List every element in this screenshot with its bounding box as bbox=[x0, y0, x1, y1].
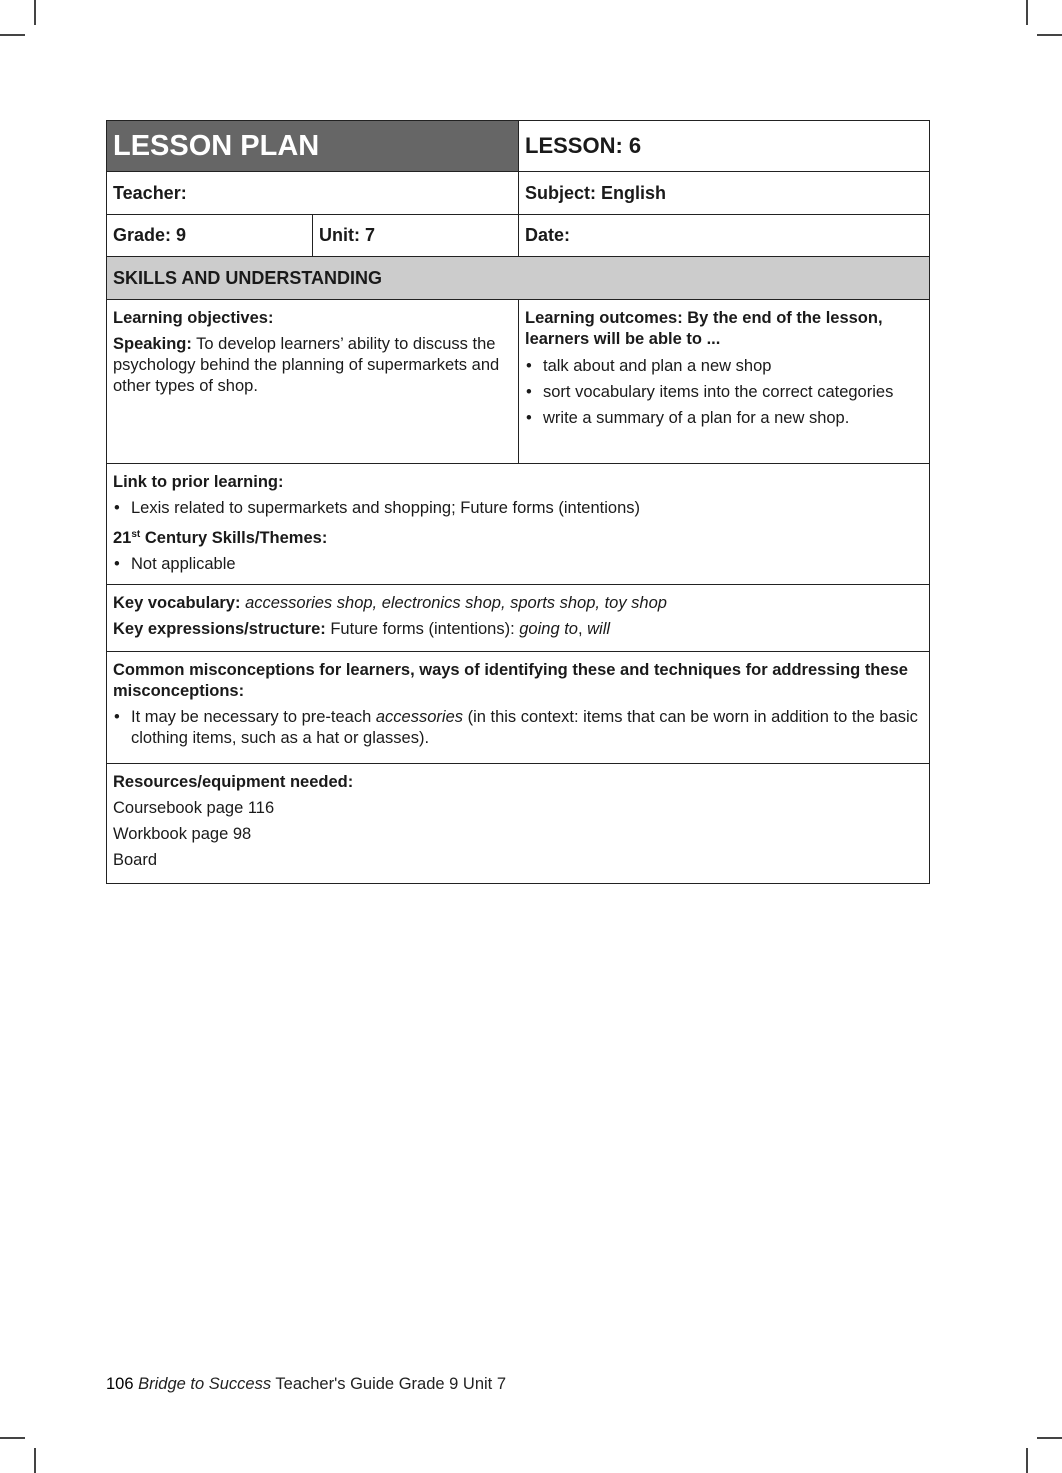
list-item bbox=[113, 707, 923, 749]
crop-mark bbox=[1026, 0, 1028, 25]
teacher-row bbox=[107, 171, 929, 214]
grade-row bbox=[107, 214, 929, 256]
learning-objectives bbox=[107, 300, 518, 463]
page-number: 106 bbox=[106, 1375, 134, 1393]
list-item: Coursebook page 116 bbox=[113, 799, 275, 817]
vocabulary-row bbox=[107, 584, 929, 651]
objective-description: To develop learners’ ability to discuss the psychology behind the planning of supermarkets and other types of shop. bbox=[113, 335, 500, 395]
grade-field: Grade: 9 bbox=[113, 225, 187, 245]
crop-mark bbox=[0, 1437, 25, 1439]
vocab-label: Key vocabulary: bbox=[113, 594, 241, 612]
objectives-row bbox=[107, 299, 929, 463]
crop-mark bbox=[1026, 1448, 1028, 1473]
crop-mark bbox=[1037, 34, 1062, 36]
list-item: • Lexis related to supermarkets and shopping; Future forms (intentions) bbox=[113, 498, 923, 519]
lesson-plan-table bbox=[106, 120, 930, 884]
date-field: Date: bbox=[518, 215, 929, 256]
subject-field: Subject: English bbox=[518, 172, 929, 214]
misconceptions bbox=[107, 652, 929, 763]
list-item: • write a summary of a plan for a new shop. bbox=[525, 408, 923, 429]
expressions-text: Future forms (intentions): bbox=[325, 620, 520, 638]
resources-row bbox=[107, 763, 929, 883]
resources-label: Resources/equipment needed: bbox=[113, 773, 354, 791]
lesson-number: LESSON: 6 bbox=[518, 121, 929, 171]
misconceptions-row bbox=[107, 651, 929, 763]
objectives-text bbox=[113, 335, 499, 395]
prior-learning bbox=[107, 464, 929, 584]
outcomes-label: Learning outcomes: By the end of the lesson, learners will be able to ... bbox=[525, 309, 883, 348]
learning-outcomes bbox=[518, 300, 929, 463]
teacher-field: Teacher: bbox=[113, 182, 187, 203]
lesson-plan-title: LESSON PLAN bbox=[107, 121, 518, 171]
vocab-line bbox=[113, 593, 923, 614]
unit-field: Unit: 7 bbox=[312, 215, 518, 256]
outcomes-list bbox=[525, 356, 923, 429]
misconception-term: accessories bbox=[375, 708, 463, 726]
crop-mark bbox=[34, 1448, 36, 1473]
misconception-text: It may be necessary to pre-teach bbox=[131, 708, 376, 726]
expressions-line bbox=[113, 619, 923, 640]
expressions-italic: will bbox=[587, 620, 611, 638]
century-suffix: st bbox=[131, 529, 141, 540]
page-footer bbox=[106, 1375, 506, 1394]
list-item: Workbook page 98 bbox=[113, 825, 252, 843]
footer-text: Teacher's Guide Grade 9 Unit 7 bbox=[271, 1375, 507, 1393]
century-skills-list bbox=[113, 554, 923, 575]
misconceptions-list bbox=[113, 707, 923, 749]
century-number: 21 bbox=[113, 529, 132, 547]
skills-heading-row bbox=[107, 256, 929, 299]
prior-learning-row bbox=[107, 463, 929, 584]
book-title: Bridge to Success bbox=[138, 1375, 272, 1393]
skill-label: Speaking: bbox=[113, 335, 192, 353]
list-item: • sort vocabulary items into the correct categories bbox=[525, 382, 923, 403]
vocab-text: accessories shop, electronics shop, sports shop, toy shop bbox=[240, 594, 667, 612]
prior-learning-label: Link to prior learning: bbox=[113, 473, 284, 491]
list-item: • Not applicable bbox=[113, 554, 923, 575]
skills-heading: SKILLS AND UNDERSTANDING bbox=[113, 267, 382, 288]
crop-mark bbox=[0, 34, 25, 36]
expressions-label: Key expressions/structure: bbox=[113, 620, 326, 638]
misconception-text: (in this context: items that can be worn in addition to the basic clothing items, such as a hat or glasses). bbox=[131, 708, 918, 747]
crop-mark bbox=[1037, 1437, 1062, 1439]
objectives-label: Learning objectives: bbox=[113, 309, 274, 327]
header-row bbox=[107, 121, 929, 171]
prior-learning-list bbox=[113, 498, 923, 519]
expressions-separator: , bbox=[577, 620, 588, 638]
key-vocabulary bbox=[107, 585, 929, 651]
century-skills-text: Century Skills/Themes: bbox=[140, 529, 328, 547]
expressions-italic: going to bbox=[519, 620, 578, 638]
crop-mark bbox=[34, 0, 36, 25]
list-item: Board bbox=[113, 851, 158, 869]
misconceptions-label: Common misconceptions for learners, ways of identifying these and techniques for addressing these misconceptions: bbox=[113, 661, 908, 700]
century-skills-label bbox=[113, 524, 923, 549]
resources bbox=[107, 764, 929, 883]
list-item: • talk about and plan a new shop bbox=[525, 356, 923, 377]
